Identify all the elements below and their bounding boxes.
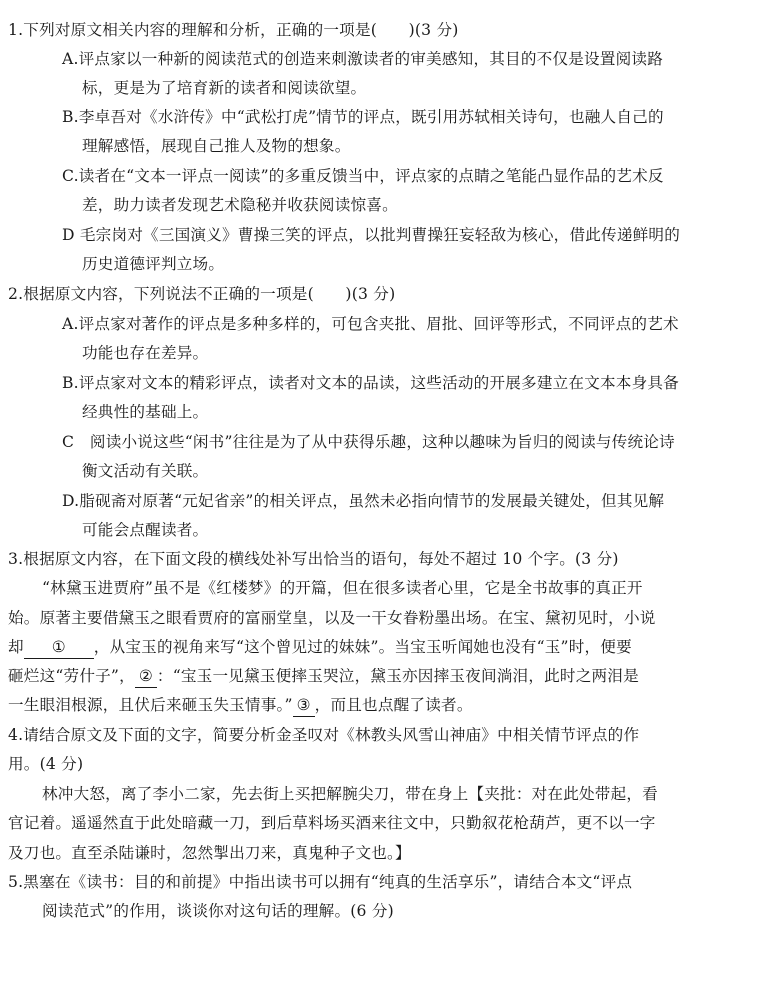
q2-option-b: B.评点家对文本的精彩评点，读者对文本的品读，这些活动的开展多建立在文本本身具备 [62,374,679,392]
q2-option-c-cont: 衡文活动有关联。 [82,462,209,480]
q2-option-b-cont: 经典性的基础上。 [82,403,209,421]
q3-text: ，从宝玉的视角来写“这个曾见过的妹妹”。当宝玉听闻她也没有“玉”时，便要 [93,638,632,656]
q3-passage-line [8,665,639,688]
q1-stem: 1.下列对原文相关内容的理解和分析，正确的一项是( )(3 分) [8,21,459,39]
q3-passage-line [8,636,632,659]
q4-passage-line: 林冲大怒，离了李小二家，先去街上买把解腕尖刀，带在身上【夹批：对在此处带起，看 [42,785,658,803]
q3-passage-line: 始。原著主要借黛玉之眼看贾府的富丽堂皇，以及一干女眷粉墨出场。在宝、黛初见时，小说 [8,609,656,627]
q1-option-a: A.评点家以一种新的阅读范式的创造来刺激读者的审美感知，其目的不仅是设置阅读路 [62,50,663,68]
q1-option-c: C.读者在“文本一评点一阅读”的多重反馈当中，评点家的点睛之笔能凸显作品的艺术反 [62,167,664,185]
q2-option-d: D.脂砚斋对原著“元妃省亲”的相关评点，虽然未必指向情节的发展最关键处，但其见解 [62,492,665,510]
q3-stem: 3.根据原文内容，在下面文段的横线处补写出恰当的语句，每处不超过 10 个字。(3 分) [8,550,619,568]
q3-text: 砸烂这“劳什子”， [8,667,135,685]
answer-blank-3[interactable]: ③ [293,694,315,717]
q2-option-a: A.评点家对著作的评点是多种多样的，可包含夹批、眉批、回评等形式，不同评点的艺术 [62,315,679,333]
q5-stem: 5.黑塞在《读书：目的和前提》中指出读书可以拥有“纯真的生活享乐”，请结合本文“评点 [8,873,633,891]
answer-blank-1[interactable]: ① [24,636,94,659]
q4-passage-line: 及刀也。直至杀陆谦时，忽然掣出刀来，真鬼种子文也。】 [8,844,411,862]
q2-option-a-cont: 功能也存在差异。 [82,344,209,362]
q2-option-c: C 阅读小说这些“闲书”往往是为了从中获得乐趣，这种以趣味为旨归的阅读与传统论诗 [62,433,675,451]
q3-text: 却 [8,638,24,656]
q1-option-d: D 毛宗岗对《三国演义》曹操三笑的评点，以批判曹操狂妄轻敌为核心，借此传递鲜明的 [62,226,681,244]
q1-option-b: B.李卓吾对《水浒传》中“武松打虎”情节的评点，既引用苏轼相关诗句，也融人自己的 [62,108,664,126]
q3-passage-line [8,694,473,717]
q2-option-d-cont: 可能会点醒读者。 [82,521,209,539]
q3-text: 一生眼泪根源，且伏后来砸玉失玉情事。” [8,696,293,714]
q1-option-d-cont: 历史道德评判立场。 [82,255,225,273]
q4-stem: 4.请结合原文及下面的文字，简要分析金圣叹对《林教头风雪山神庙》中相关情节评点的作 [8,726,640,744]
q4-passage-line: 官记着。遥遥然直于此处暗藏一刀，到后草料场买酒来往文中，只勤叙花枪葫芦，更不以一字 [8,814,656,832]
q1-option-b-cont: 理解感悟，展现自己推人及物的想象。 [82,137,351,155]
q3-text: ：“宝玉一见黛玉便摔玉哭泣，黛玉亦因摔玉夜间淌泪，此时之两泪是 [156,667,639,685]
q2-stem: 2.根据原文内容，下列说法不正确的一项是( )(3 分) [8,285,396,303]
q5-stem-cont: 阅读范式”的作用，谈谈你对这句话的理解。(6 分) [42,902,394,920]
q4-stem-cont: 用。(4 分) [8,755,84,773]
answer-blank-2[interactable]: ② [135,665,157,688]
q3-text: ，而且也点醒了读者。 [314,696,473,714]
q1-option-a-cont: 标，更是为了培育新的读者和阅读欲望。 [82,79,367,97]
q1-option-c-cont: 差，助力读者发现艺术隐秘并收获阅读惊喜。 [82,196,398,214]
q3-passage-line: “林黛玉进贾府”虽不是《红楼梦》的开篇，但在很多读者心里，它是全书故事的真正开 [42,579,643,597]
